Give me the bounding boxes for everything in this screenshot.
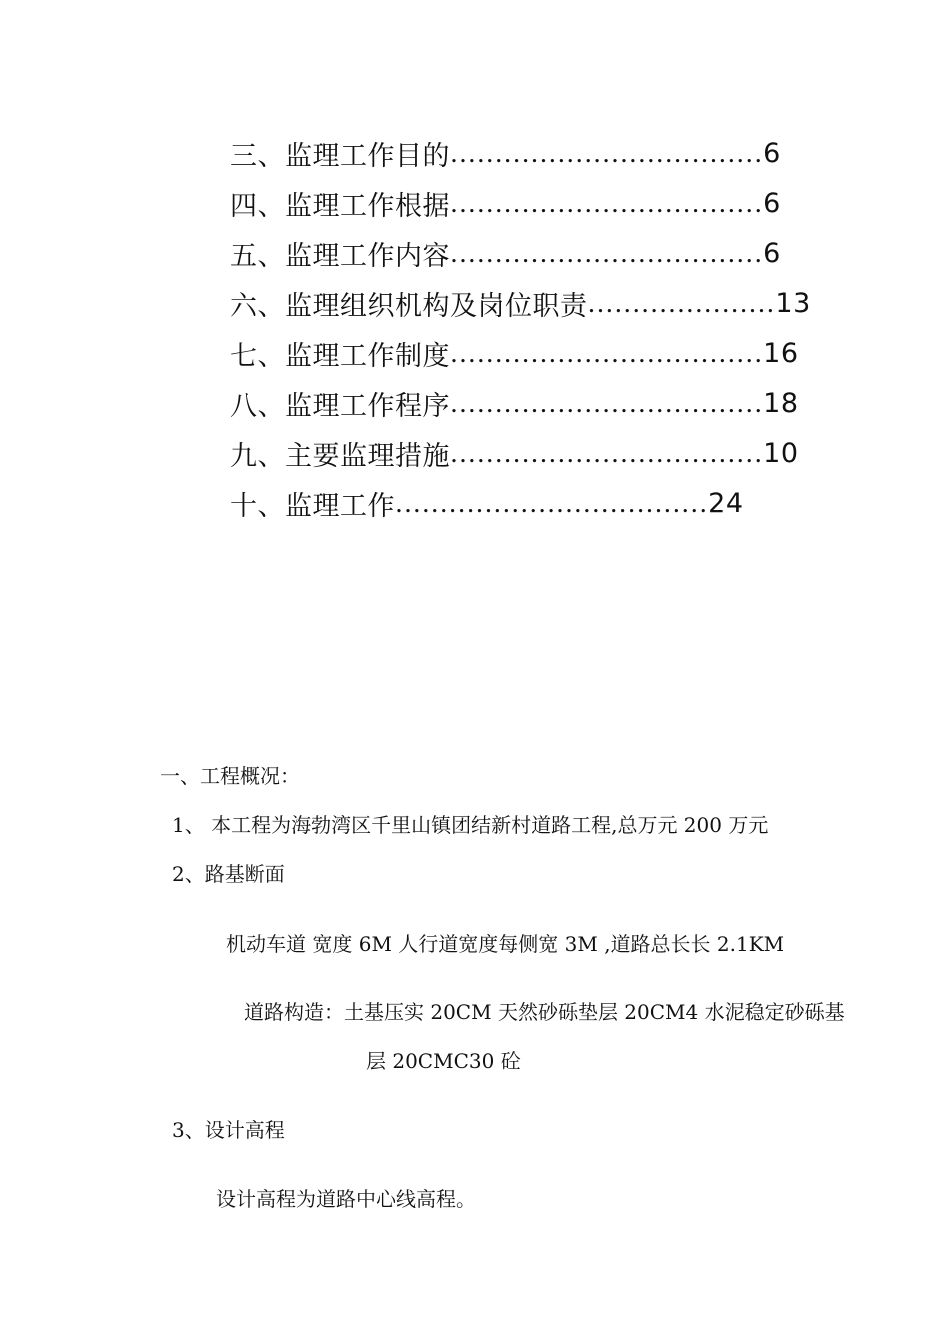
toc-entry[interactable] [230, 228, 830, 278]
toc-entry[interactable] [230, 278, 830, 328]
toc-entry-label: 七、监理工作制度 [230, 340, 450, 372]
toc-entry[interactable] [230, 478, 830, 528]
toc-page-number: 6 [763, 237, 781, 269]
toc-page-number: 18 [763, 387, 799, 419]
toc-entry-label: 八、监理工作程序 [230, 390, 450, 422]
toc-entry-label: 九、主要监理措施 [230, 440, 450, 472]
toc-leader-dots: ................................... [450, 138, 764, 168]
toc-leader-dots: ................................... [450, 188, 764, 218]
toc-entry-label: 四、监理工作根据 [230, 190, 450, 222]
toc-leader-dots: ................................... [450, 438, 764, 468]
toc-page-number: 6 [763, 137, 781, 169]
paragraph-road-structure-continued: 层 20CMC30 砼 [366, 1049, 521, 1073]
toc-page-number: 10 [763, 437, 799, 469]
subheading-design-elevation: 3、设计高程 [172, 1118, 285, 1142]
toc-entry[interactable] [230, 328, 830, 378]
toc-page-number: 16 [763, 337, 799, 369]
toc-entry-label: 六、监理组织机构及岗位职责 [230, 290, 588, 322]
toc-page-number: 24 [708, 487, 744, 519]
toc-leader-dots: ................................... [450, 338, 764, 368]
toc-entry-label: 十、监理工作 [230, 490, 395, 522]
toc-entry[interactable] [230, 178, 830, 228]
table-of-contents [230, 128, 830, 528]
toc-entry-label: 五、监理工作内容 [230, 240, 450, 272]
toc-entry[interactable] [230, 428, 830, 478]
toc-leader-dots: ................................... [395, 488, 709, 518]
toc-entry[interactable] [230, 128, 830, 178]
toc-leader-dots: ................................... [450, 238, 764, 268]
paragraph-item-1: 1、 本工程为海勃湾区千里山镇团结新村道路工程,总万元 200 万元 [172, 813, 769, 837]
toc-page-number: 13 [775, 287, 811, 319]
toc-leader-dots: ..................... [587, 288, 776, 318]
toc-entry-label: 三、监理工作目的 [230, 140, 450, 172]
paragraph-design-elevation: 设计高程为道路中心线高程。 [216, 1187, 476, 1211]
subheading-roadbed-section: 2、路基断面 [172, 862, 285, 886]
toc-entry[interactable] [230, 378, 830, 428]
paragraph-lane-widths: 机动车道 宽度 6M 人行道宽度每侧宽 3M ,道路总长长 2.1KM [226, 932, 785, 956]
paragraph-road-structure: 道路构造：土基压实 20CM 天然砂砾垫层 20CM4 水泥稳定砂砾基 [244, 1000, 845, 1024]
section-heading-project-overview: 一、工程概况： [160, 764, 300, 788]
toc-page-number: 6 [763, 187, 781, 219]
toc-leader-dots: ................................... [450, 388, 764, 418]
